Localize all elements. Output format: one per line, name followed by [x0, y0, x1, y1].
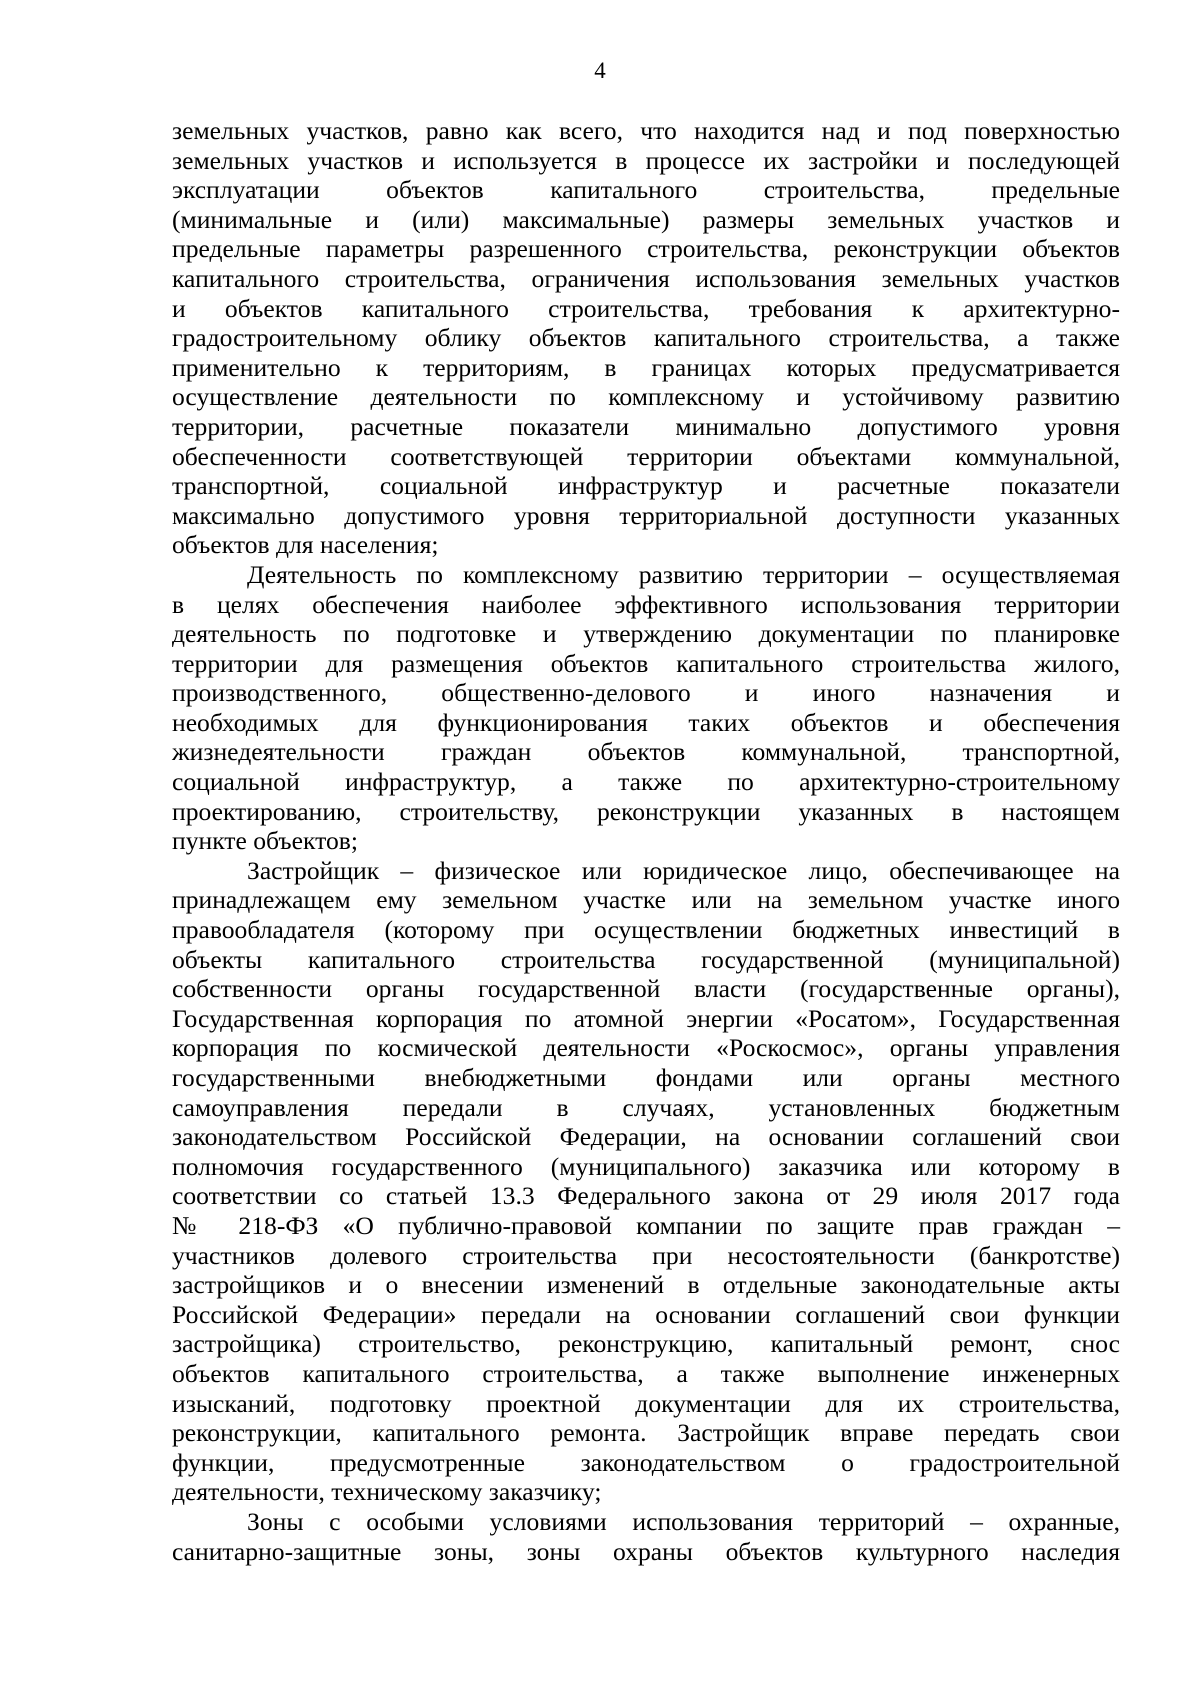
text-line: законодательством Российской Федерации, на основании соглашений свои	[172, 1122, 1120, 1152]
text-line: объекты капитального строительства государственной (муниципальной)	[172, 944, 1120, 974]
text-line: осуществление деятельности по комплексному и устойчивому развитию	[172, 382, 1120, 412]
text-line: самоуправления передали в случаях, установленных бюджетным	[172, 1092, 1120, 1122]
text-line: и объектов капитального строительства, требования к архитектурно-	[172, 293, 1120, 323]
paragraph	[172, 560, 1120, 856]
text-line: деятельность по подготовке и утверждению документации по планировке	[172, 619, 1120, 649]
text-line: предельные параметры разрешенного строительства, реконструкции объектов	[172, 234, 1120, 264]
text-line: обеспеченности соответствующей территории объектами коммунальной,	[172, 441, 1120, 471]
text-line: полномочия государственного (муниципального) заказчика или которому в	[172, 1151, 1120, 1181]
text-line: максимально допустимого уровня территориальной доступности указанных	[172, 500, 1120, 530]
text-line: объектов капитального строительства, а также выполнение инженерных	[172, 1358, 1120, 1388]
page-number: 4	[594, 58, 606, 83]
text-line: застройщиков и о внесении изменений в отдельные законодательные акты	[172, 1270, 1120, 1300]
text-line: проектированию, строительству, реконструкции указанных в настоящем	[172, 796, 1120, 826]
text-line: функции, предусмотренные законодательством о градостроительной	[172, 1447, 1120, 1477]
text-line: № 218-ФЗ «О публично-правовой компании по защите прав граждан –	[172, 1210, 1120, 1240]
text-line: земельных участков, равно как всего, что находится над и под поверхностью	[172, 116, 1120, 145]
text-line: реконструкции, капитального ремонта. Застройщик вправе передать свои	[172, 1418, 1120, 1448]
text-line: Российской Федерации» передали на основании соглашений свои функции	[172, 1299, 1120, 1329]
text-line: Застройщик – физическое или юридическое лицо, обеспечивающее на	[247, 855, 1120, 885]
paragraph	[172, 1507, 1120, 1566]
text-line: государственными внебюджетными фондами или органы местного	[172, 1063, 1120, 1092]
text-line: (минимальные и (или) максимальные) размеры земельных участков и	[172, 204, 1120, 234]
text-line: принадлежащем ему земельном участке или на земельном участке иного	[172, 885, 1120, 915]
document-body	[172, 116, 1120, 1566]
text-line: социальной инфраструктур, а также по архитектурно-строительному	[172, 767, 1120, 797]
text-line: соответствии со статьей 13.3 Федерального закона от 29 июля 2017 года	[172, 1181, 1120, 1211]
text-line: градостроительному облику объектов капитального строительства, а также	[172, 323, 1120, 353]
text-line: застройщика) строительство, реконструкцию, капитальный ремонт, снос	[172, 1329, 1120, 1359]
text-line: жизнедеятельности граждан объектов коммунальной, транспортной,	[172, 737, 1120, 767]
text-line: в целях обеспечения наиболее эффективного использования территории	[172, 589, 1120, 619]
text-line: применительно к территориям, в границах которых предусматривается	[172, 352, 1120, 382]
text-line: Зоны с особыми условиями использования территорий – охранные,	[247, 1506, 1120, 1536]
text-line: участников долевого строительства при несостоятельности (банкротстве)	[172, 1240, 1120, 1270]
text-line: деятельности, техническому заказчику;	[172, 1477, 602, 1507]
text-line: правообладателя (которому при осуществлении бюджетных инвестиций в	[172, 915, 1120, 945]
text-line: корпорация по космической деятельности «Роскосмос», органы управления	[172, 1033, 1120, 1063]
text-line: капитального строительства, ограничения использования земельных участков	[172, 263, 1120, 293]
text-line: санитарно-защитные зоны, зоны охраны объектов культурного наследия	[172, 1536, 1120, 1566]
paragraph	[172, 116, 1120, 560]
text-line: эксплуатации объектов капитального строительства, предельные	[172, 175, 1120, 205]
text-line: производственного, общественно-делового и иного назначения и	[172, 678, 1120, 708]
text-line: территории для размещения объектов капитального строительства жилого,	[172, 648, 1120, 678]
text-line: собственности органы государственной власти (государственные органы),	[172, 974, 1120, 1004]
text-line: объектов для населения;	[172, 530, 439, 560]
text-line: Деятельность по комплексному развитию территории – осуществляемая	[247, 559, 1120, 589]
text-line: пункте объектов;	[172, 826, 358, 856]
text-line: территории, расчетные показатели минимально допустимого уровня	[172, 411, 1120, 441]
text-line: земельных участков и используется в процессе их застройки и последующей	[172, 145, 1120, 175]
paragraph	[172, 856, 1120, 1507]
text-line: Государственная корпорация по атомной энергии «Росатом», Государственная	[172, 1003, 1120, 1033]
text-line: изысканий, подготовку проектной документации для их строительства,	[172, 1388, 1120, 1418]
text-line: необходимых для функционирования таких объектов и обеспечения	[172, 707, 1120, 737]
text-line: транспортной, социальной инфраструктур и расчетные показатели	[172, 471, 1120, 501]
